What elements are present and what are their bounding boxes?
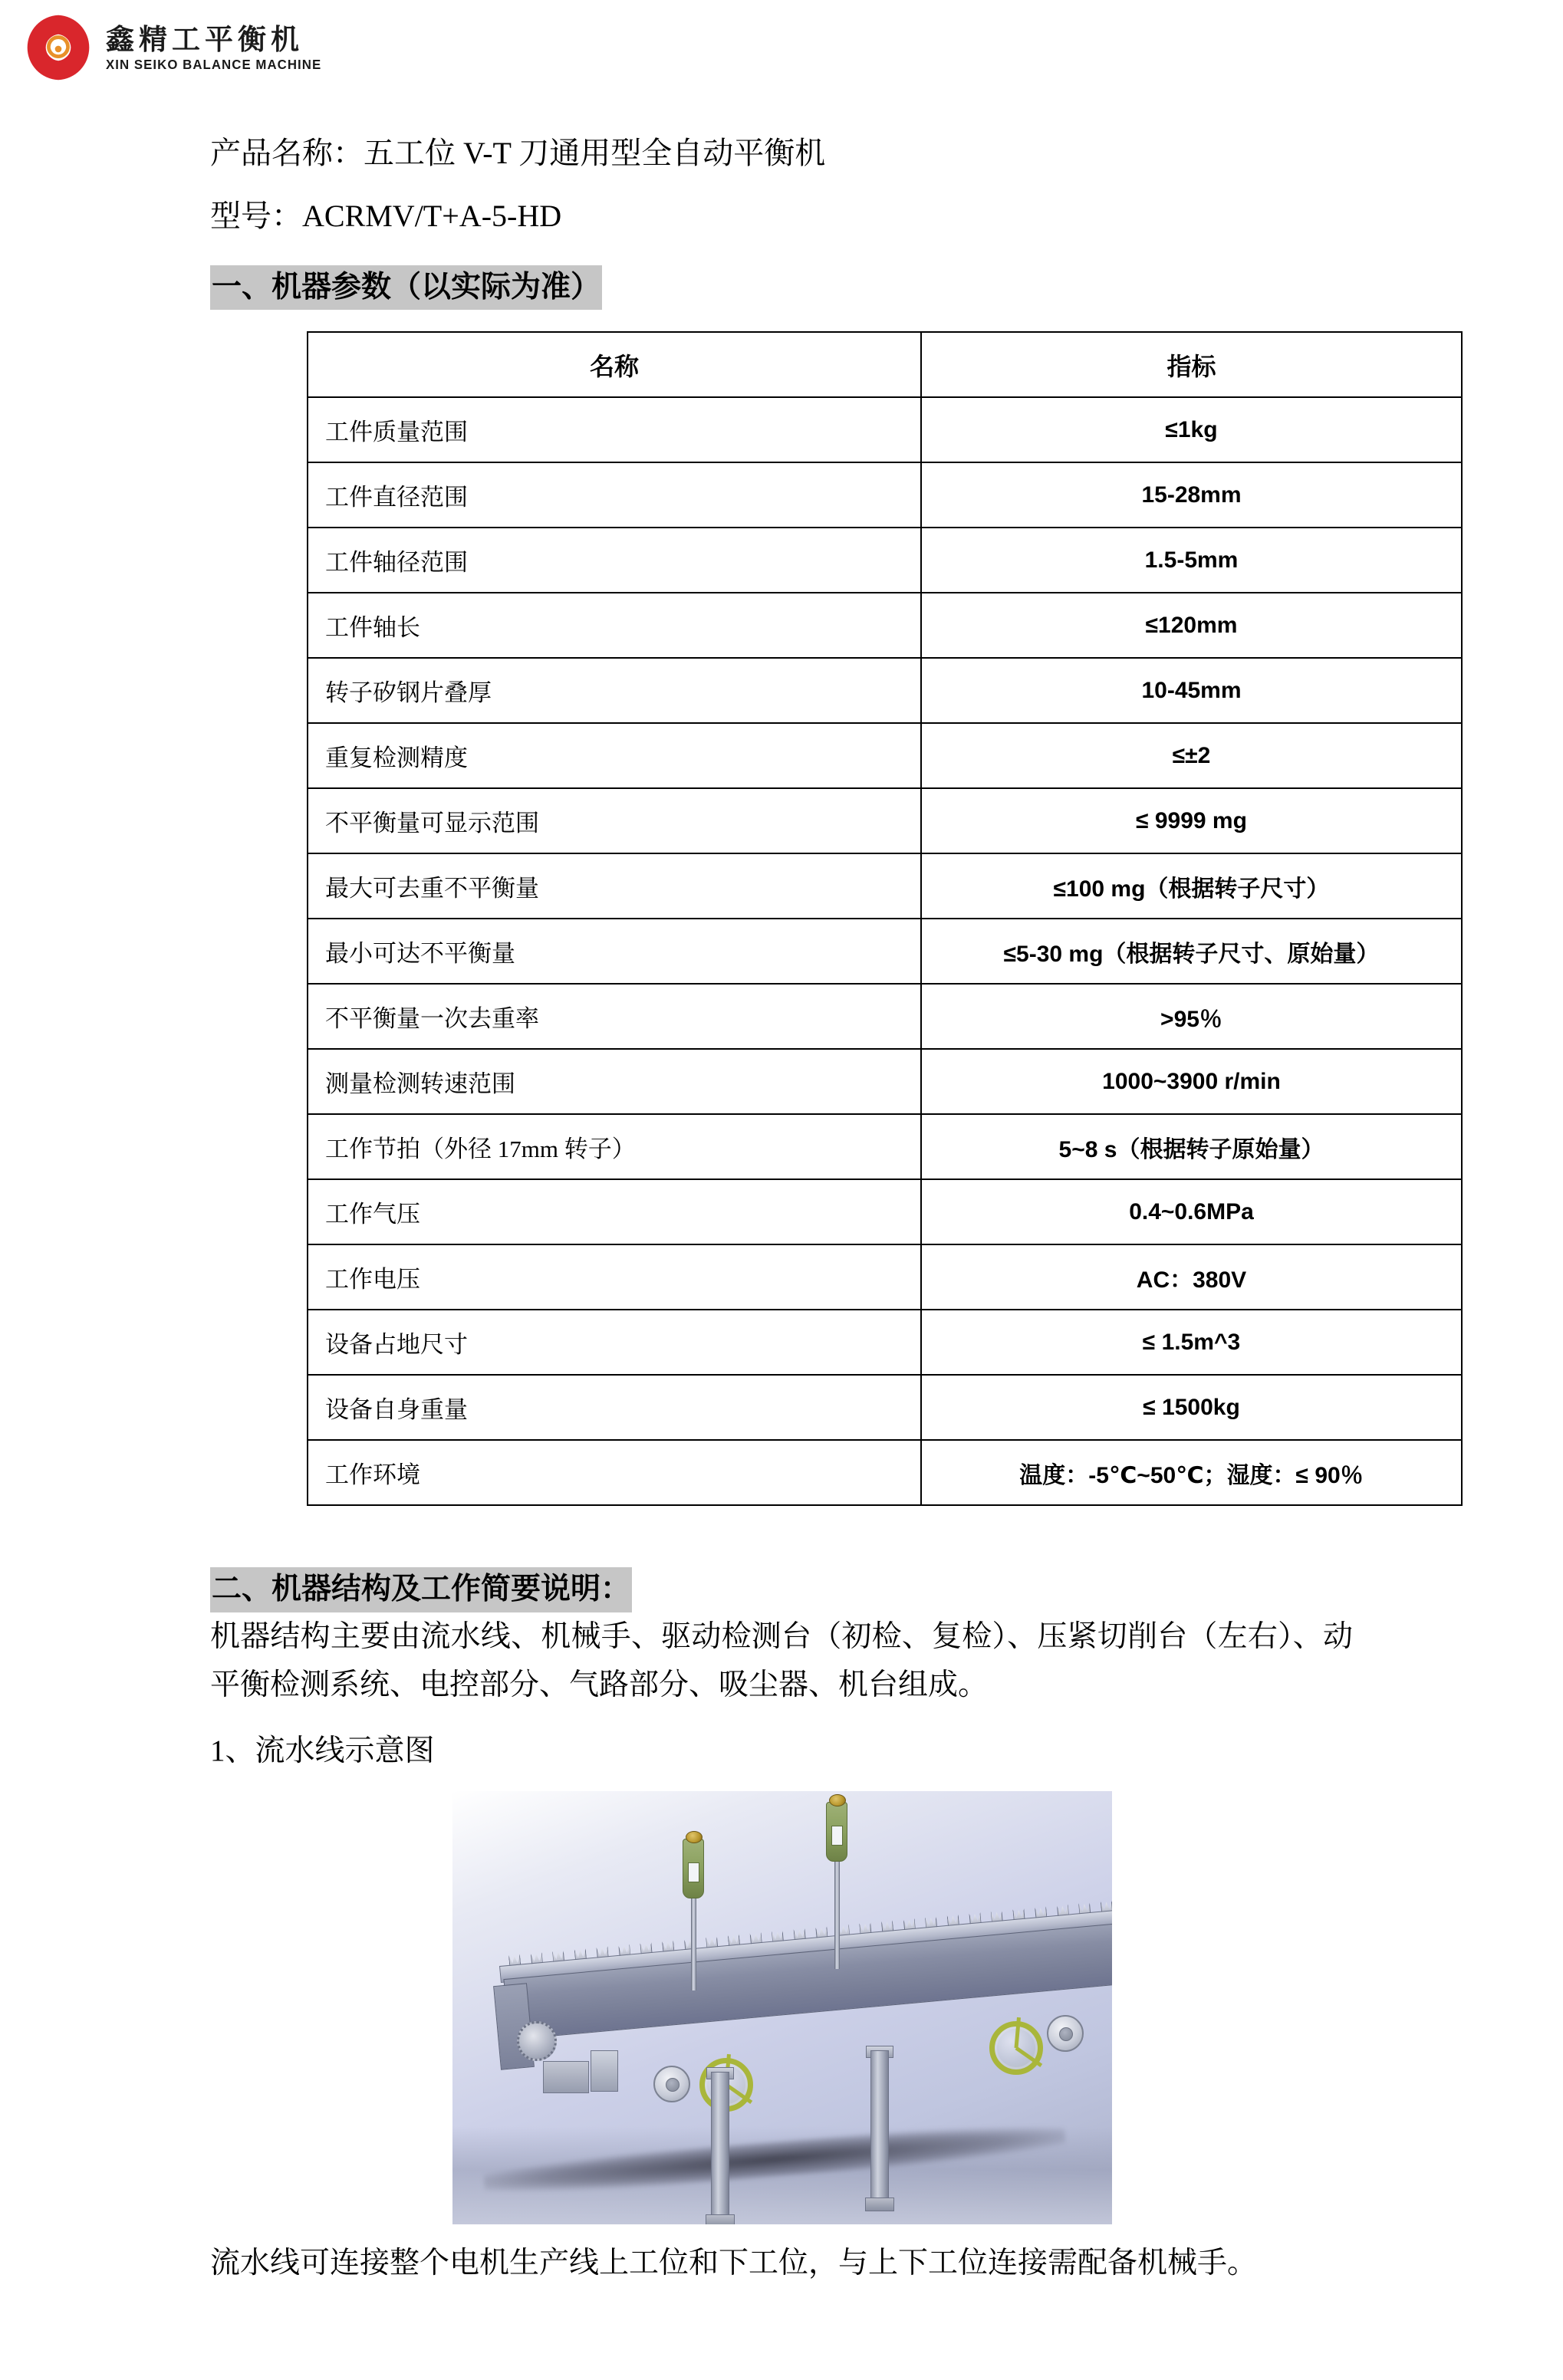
param-value: 5~8 s（根据转子原始量） (921, 1114, 1462, 1179)
table-row (308, 462, 1462, 528)
support-leg-foot (865, 2198, 894, 2211)
table-row (308, 1244, 1462, 1310)
spec-table-container (0, 331, 1563, 1506)
table-row (308, 1440, 1462, 1505)
column-header-value: 指标 (921, 332, 1462, 397)
param-name: 工件直径范围 (308, 462, 921, 528)
table-row (308, 788, 1462, 853)
param-value: 温度：-5℃~50℃；湿度：≤ 90％ (921, 1440, 1462, 1505)
param-name: 测量检测转速范围 (308, 1049, 921, 1114)
param-name: 工作电压 (308, 1244, 921, 1310)
mounting-plate (591, 2050, 618, 2092)
model-number-line (210, 169, 1563, 232)
param-value: ≤120mm (921, 593, 1462, 658)
seiko-flower-logo-icon (21, 11, 95, 84)
bearing-flange (653, 2066, 690, 2102)
section2-heading: 二、机器结构及工作简要说明： (210, 1567, 632, 1612)
param-name: 最大可去重不平衡量 (308, 853, 921, 919)
drive-motor-block (543, 2061, 589, 2093)
brand-wordmark (106, 23, 331, 72)
table-row (308, 853, 1462, 919)
param-value: ≤±2 (921, 723, 1462, 788)
table-row (308, 984, 1462, 1049)
table-row (308, 1114, 1462, 1179)
table-header-row (308, 332, 1462, 397)
param-value: ≤100 mg（根据转子尺寸） (921, 853, 1462, 919)
param-name: 工作环境 (308, 1440, 921, 1505)
spec-table-body (308, 397, 1462, 1505)
document-body (0, 115, 1563, 2286)
brand-header (21, 0, 331, 95)
conveyor-cad-figure (452, 1791, 1112, 2224)
sensor-head (826, 1802, 847, 1862)
param-name: 最小可达不平衡量 (308, 919, 921, 984)
section2-heading-row (0, 1534, 1563, 1612)
param-value: ≤ 1.5m^3 (921, 1310, 1462, 1375)
param-value: 0.4~0.6MPa (921, 1179, 1462, 1244)
table-row (308, 1375, 1462, 1440)
param-value: ≤1kg (921, 397, 1462, 462)
table-row (308, 723, 1462, 788)
brand-name-cn: 鑫精工平衡机 (106, 24, 304, 56)
machine-parameters-table (307, 331, 1463, 1506)
param-value: ≤ 1500kg (921, 1375, 1462, 1440)
table-row (308, 919, 1462, 984)
drive-sprocket (517, 2021, 557, 2061)
param-value: >95％ (921, 984, 1462, 1049)
param-value: 10-45mm (921, 658, 1462, 723)
param-value: 1000~3900 r/min (921, 1049, 1462, 1114)
figure-container (0, 1791, 1563, 2224)
param-name: 不平衡量一次去重率 (308, 984, 921, 1049)
param-name: 转子矽钢片叠厚 (308, 658, 921, 723)
section2-paragraph: 机器结构主要由流水线、机械手、驱动检测台（初检、复检）、压紧切削台（左右）、动平衡检测系统、电控部分、气路部分、吸尘器、机台组成。 (210, 1619, 1353, 1702)
table-row (308, 528, 1462, 593)
sensor-cap (829, 1794, 846, 1806)
table-row (308, 397, 1462, 462)
support-leg-foot (706, 2214, 735, 2224)
sensor-head (683, 1839, 704, 1898)
sensor-post (691, 1883, 696, 1990)
product-name-line (210, 115, 1563, 169)
section1-heading-row (0, 232, 1563, 310)
param-value: 1.5-5mm (921, 528, 1462, 593)
subsection1-title: 1、流水线示意图 (210, 1734, 435, 1768)
product-name-text: 产品名称：五工位 V-T 刀通用型全自动平衡机 (210, 136, 826, 170)
param-name: 工件轴径范围 (308, 528, 921, 593)
sensor-post (834, 1846, 840, 1969)
table-row (308, 1179, 1462, 1244)
param-value: ≤5-30 mg（根据转子尺寸、原始量） (921, 919, 1462, 984)
param-name: 不平衡量可显示范围 (308, 788, 921, 853)
param-name: 工作节拍（外径 17mm 转子） (308, 1114, 921, 1179)
sensor-slot (831, 1826, 843, 1846)
model-number-text: 型号：ACRMV/T+A-5-HD (210, 199, 562, 233)
param-value: 15-28mm (921, 462, 1462, 528)
brand-name-en: XIN SEIKO BALANCE MACHINE (106, 56, 322, 72)
param-name: 工作气压 (308, 1179, 921, 1244)
column-header-name: 名称 (308, 332, 921, 397)
figure-caption: 流水线可连接整个电机生产线上工位和下工位，与上下工位连接需配备机械手。 (210, 2246, 1258, 2280)
table-row (308, 1049, 1462, 1114)
support-leg (711, 2072, 729, 2221)
bearing-flange (1047, 2015, 1084, 2052)
param-name: 重复检测精度 (308, 723, 921, 788)
param-name: 工件质量范围 (308, 397, 921, 462)
sensor-cap (686, 1831, 703, 1843)
param-name: 设备自身重量 (308, 1375, 921, 1440)
support-leg (870, 2050, 889, 2205)
section1-heading: 一、机器参数（以实际为准） (210, 265, 602, 310)
table-row (308, 658, 1462, 723)
param-name: 设备占地尺寸 (308, 1310, 921, 1375)
sensor-slot (688, 1862, 699, 1882)
adjust-handwheel (989, 2021, 1043, 2075)
table-row (308, 1310, 1462, 1375)
param-value: AC：380V (921, 1244, 1462, 1310)
table-row (308, 593, 1462, 658)
param-name: 工件轴长 (308, 593, 921, 658)
param-value: ≤ 9999 mg (921, 788, 1462, 853)
